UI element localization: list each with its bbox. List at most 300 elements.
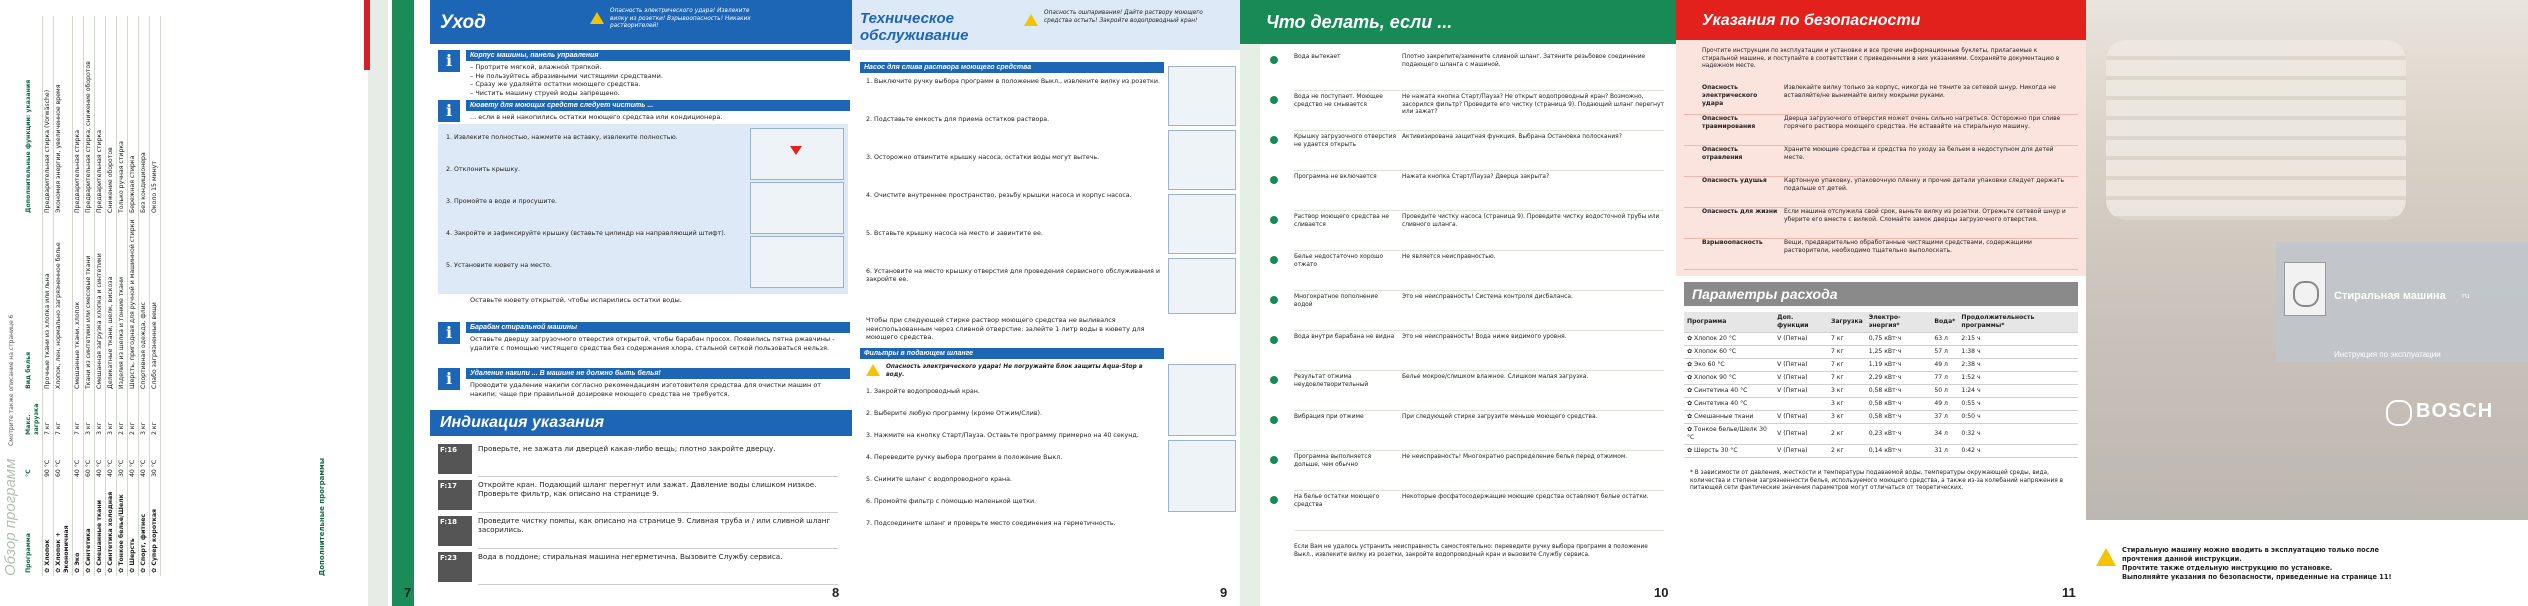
program-cell-temp: 40 °C: [128, 438, 139, 480]
problem-text: Вибрация при отжиме: [1294, 414, 1364, 420]
maintenance-panel: [852, 0, 1240, 606]
filter-step: 5. Снимите шланг с водопроводного крана.: [866, 476, 1012, 483]
problem-text: Программа не включается: [1294, 174, 1377, 180]
problem-text: Вода не поступает. Моющее средство не смывается: [1294, 94, 1383, 108]
consumption-cell: ✿ Смешанные ткани: [1684, 411, 1774, 424]
consumption-cell: 1:38 ч: [1958, 346, 2078, 359]
consumption-col: Программа: [1684, 312, 1774, 333]
solution-text: Это не неисправность! Система контроля дисбаланса.: [1402, 294, 1573, 300]
program-row: [128, 16, 139, 576]
consumption-cell: [1774, 346, 1828, 359]
page-number-11: 11: [2062, 585, 2076, 600]
consumption-cell: 2 кг: [1828, 445, 1866, 458]
problem-text: Программа выполняется дольше, чем обычно: [1294, 454, 1372, 468]
consumption-cell: 63 л: [1931, 333, 1958, 346]
solution-text: Не неисправность! Многократно распределение белья перед отжимом.: [1402, 454, 1628, 460]
cover-warning-line: Стиральную машину можно вводить в эксплуатацию только после прочтения данной инструкции.: [2122, 546, 2379, 563]
program-row: [95, 16, 106, 576]
housing-care-line: – Протрите мягкой, влажной тряпкой.: [470, 63, 602, 71]
consumption-cell: 0:42 ч: [1958, 445, 2078, 458]
program-cell-temp: 60 °C: [84, 438, 95, 480]
error-code-label: F:23: [438, 552, 472, 582]
program-row: [43, 16, 54, 576]
program-cell-prog: ✿ Синтетика холодная: [106, 480, 117, 576]
hazard-text: Извлекайте вилку только за корпус, никогда не тяните за сетевой шнур. Никогда не вставляйте/не вынимайте вилку мокрыми руками.: [1784, 84, 2056, 99]
hazard-label: Взрывоопасность: [1702, 239, 1763, 246]
consumption-table: [1684, 312, 2078, 458]
program-cell-temp: 30 °C: [117, 438, 128, 480]
housing-care-line: – Сразу же удаляйте остатки моющего средства.: [470, 80, 641, 88]
safety-row: [1684, 146, 2078, 177]
program-cell-prog: ✿ Эко: [73, 480, 84, 576]
program-cell-load: 7 кг: [73, 392, 84, 438]
consumption-cell: V (Пятна): [1774, 411, 1828, 424]
info-icon: i: [438, 322, 460, 344]
bullet-dot: [1270, 336, 1278, 344]
care-warning: Опасность электрического удара! Извлеките вилку из розетки! Взрывоопасность! Никаких растворителей!: [610, 8, 751, 30]
program-cell-load: 3 кг: [84, 392, 95, 438]
pump-step: 2. Подставьте емкость для приема остатков раствора.: [866, 116, 1050, 123]
safety-intro: Прочтите инструкции по эксплуатации и установке и все прочие информационные буклеты, прилагаемые к стиральной машине, и поступайте в соответствии с приведенными в них указаниями. Сохраняйте документацию в надежном месте.: [1702, 48, 2060, 70]
consumption-cell: 0,58 кВт·ч: [1866, 411, 1932, 424]
program-cell-extra: Предварительная стирка (Vorwäsche): [43, 16, 54, 216]
hazard-label: Опасность отравления: [1702, 146, 1743, 161]
consumption-cell: ✿ Эко 60 °C: [1684, 359, 1774, 372]
program-cell-extra: Только ручная стирка: [117, 16, 128, 216]
consumption-cell: ✿ Хлопок 60 °C: [1684, 346, 1774, 359]
bosch-wordmark: BOSCH: [2416, 400, 2494, 422]
filter-step: 6. Промойте фильтр с помощью маленькой щетки.: [866, 498, 1037, 505]
solution-text: Нажата кнопка Старт/Пауза? Дверца закрыта?: [1402, 174, 1550, 180]
care-panel: [430, 0, 852, 606]
consumption-cell: 2,29 кВт·ч: [1866, 372, 1932, 385]
col-temp: °C: [24, 438, 43, 480]
consumption-cell: ✿ Тонкое белье/Шелк 30 °C: [1684, 424, 1774, 445]
consumption-cell: 0:32 ч: [1958, 424, 2078, 445]
consumption-cell: 2:38 ч: [1958, 359, 2078, 372]
drawer-illustration-2: [750, 182, 844, 234]
page-number-10: 10: [1654, 585, 1669, 600]
program-cell-type: Прочные ткани из хлопка или льна: [43, 216, 54, 392]
pump-illustration-3: [1168, 194, 1236, 254]
troubleshooting-row: [1294, 254, 1664, 291]
solution-text: Плотно закрепите/замените сливной шланг. Затяните резьбовое соединение подающего шланга с машиной.: [1402, 54, 1646, 68]
green-side-strip: [1240, 44, 1260, 606]
program-cell-prog: ✿ Спорт, фитнес: [139, 480, 150, 576]
indication-title: Индикация указания: [440, 414, 605, 431]
safety-row: [1684, 115, 2078, 146]
consumption-cell: V (Пятна): [1774, 333, 1828, 346]
filter-illustration-2: [1168, 440, 1236, 512]
program-cell-temp: 60 °C: [54, 438, 73, 480]
consumption-cell: [1774, 398, 1828, 411]
program-cell-temp: 40 °C: [139, 438, 150, 480]
consumption-cell: 34 л: [1931, 424, 1958, 445]
consumption-cell: 0,58 кВт·ч: [1866, 385, 1932, 398]
bullet-dot: [1270, 456, 1278, 464]
troubleshooting-row: [1294, 54, 1664, 91]
pump-illustration-4: [1168, 258, 1236, 314]
filter-step: 4. Переведите ручку выбора программ в положение Выкл.: [866, 454, 1063, 461]
program-cell-extra: Бережная стирка: [128, 16, 139, 216]
program-row: [139, 16, 150, 576]
program-cell-load: 2 кг: [150, 392, 161, 438]
info-icon: i: [438, 50, 460, 72]
section-descale-heading: Удаление накипи ... В машине не должно быть белья!: [466, 368, 850, 379]
program-cell-extra: Экономия энергии, увеличенное время: [54, 16, 73, 216]
care-title: Уход: [440, 12, 486, 33]
hazard-label: Опасность травмирования: [1702, 115, 1756, 130]
program-cell-temp: 40 °C: [73, 438, 84, 480]
troubleshooting-row: [1294, 174, 1664, 211]
troubleshooting-panel: [1240, 0, 1676, 606]
filter-warning: Опасность электрического удара! Не погружайте блок защиты Aqua-Stop в воду.: [886, 364, 1143, 378]
program-row: [73, 16, 84, 576]
cover-title: Стиральная машина: [2334, 290, 2446, 302]
solution-text: Активизирована защитная функция. Выбрана Остановка полоскания?: [1402, 134, 1622, 140]
info-icon: i: [438, 368, 460, 390]
program-overview-panel: [0, 0, 430, 606]
hazard-label: Опасность для жизни: [1702, 208, 1778, 215]
pump-step: 4. Очистите внутреннее пространство, резьбу крышки насоса и корпус насоса.: [866, 192, 1132, 199]
problem-text: Вода вытекает: [1294, 54, 1341, 60]
program-cell-extra: Снижение оборотов: [106, 16, 117, 216]
consumption-cell: 7 кг: [1828, 346, 1866, 359]
consumption-row: [1684, 333, 2078, 346]
program-cell-type: Изделия из шелка и тонкие ткани: [117, 216, 128, 392]
consumption-col: Электро-энергия*: [1866, 312, 1932, 333]
consumption-cell: ✿ Хлопок 20 °C: [1684, 333, 1774, 346]
error-code-text: Проверьте, не зажата ли дверцей какая-либо вещь; плотно закройте дверцу.: [478, 444, 838, 477]
error-code-label: F:17: [438, 480, 472, 510]
troubleshooting-row: [1294, 334, 1664, 371]
hazard-label: Опасность удушья: [1702, 177, 1767, 184]
machine-door-icon: [2293, 281, 2319, 307]
program-cell-load: 2 кг: [117, 392, 128, 438]
error-code-text: Проведите чистку помпы, как описано на странице 9. Сливная труба и / или сливной шланг засорились.: [478, 516, 838, 549]
page-number-9: 9: [1220, 585, 1228, 600]
consumption-row: [1684, 359, 2078, 372]
bullet-dot: [1270, 296, 1278, 304]
pump-illustration-1: [1168, 66, 1236, 126]
cover-warning-text: [2122, 546, 2412, 582]
program-cell-extra: Около 15 минут: [150, 16, 161, 216]
warning-icon: [590, 12, 604, 24]
bullet-dot: [1270, 496, 1278, 504]
error-code-label: F:18: [438, 516, 472, 546]
drawer-illustration-3: [750, 236, 844, 288]
warning-icon: [2096, 548, 2116, 566]
solution-text: Проведите чистку насоса (страница 9). Проведите чистку водосточной трубы или сливного шланга.: [1402, 214, 1660, 228]
safety-panel: [1676, 0, 2086, 606]
consumption-cell: V (Пятна): [1774, 359, 1828, 372]
col-type: Вид белья: [24, 216, 43, 392]
consumption-cell: 49 л: [1931, 359, 1958, 372]
consumption-cell: 1:24 ч: [1958, 385, 2078, 398]
pump-step: 3. Осторожно отвинтите крышку насоса, остатки воды могут вытечь.: [866, 154, 1100, 161]
consumption-cell: 0,75 кВт·ч: [1866, 333, 1932, 346]
error-code-label: F:16: [438, 444, 472, 474]
warning-icon: [1024, 14, 1038, 26]
consumption-cell: 57 л: [1931, 346, 1958, 359]
program-cell-type: Спортивная одежда, флис: [139, 216, 150, 392]
cover-lang: ru: [2462, 292, 2470, 300]
consumption-cell: 77 л: [1931, 372, 1958, 385]
program-overview-title: Обзор программ: [2, 458, 19, 576]
solution-text: Не нажата кнопка Старт/Пауза? Не открыт водопроводный кран? Возможно, засорился фильтр? Проведите его чистку (страница 9). Подающий шланг перегнут или зажат?: [1402, 94, 1664, 116]
troubleshooting-row: [1294, 414, 1664, 451]
drawer-note: Оставьте кювету открытой, чтобы испарились остатки воды.: [470, 296, 682, 304]
section-detergent-drawer-heading: Кювету для моющих средств следует чистить ...: [466, 100, 850, 111]
program-cell-prog: ✿ Смешанные ткани: [95, 480, 106, 576]
consumption-row: [1684, 398, 2078, 411]
program-cell-prog: ✿ Супер короткая: [150, 480, 161, 576]
consumption-cell: 2:15 ч: [1958, 333, 2078, 346]
problem-text: Результат отжима неудовлетворительный: [1294, 374, 1369, 388]
side-red-tab: [364, 0, 370, 70]
housing-care-line: – Не пользуйтесь абразивными чистящими средствами.: [470, 71, 663, 80]
consumption-row: [1684, 411, 2078, 424]
consumption-col: Доп. функции: [1774, 312, 1828, 333]
program-cell-load: 2 кг: [128, 392, 139, 438]
program-cell-extra: Предварительная стирка: [95, 16, 106, 216]
program-cell-type: Смешанные ткани, хлопок: [73, 216, 84, 392]
page-number-7: 7: [404, 585, 412, 600]
troubleshooting-footer: Если Вам не удалось устранить неисправность самостоятельно: переведите ручку выбора программ в положение Выкл., извлеките вилку из розетки, закройте водопроводный кран и вызовите Службу сервиса.: [1294, 544, 1648, 558]
program-row: [84, 16, 95, 576]
cover-panel: [2086, 0, 2528, 606]
troubleshooting-row: [1294, 294, 1664, 331]
problem-text: Белье недостаточно хорошо отжато: [1294, 254, 1384, 268]
consumption-col: Загрузка: [1828, 312, 1866, 333]
problem-text: Крышку загрузочного отверстия не удается открыть: [1294, 134, 1397, 148]
consumption-cell: ✿ Синтетика 40 °C: [1684, 385, 1774, 398]
bosch-logo: [2386, 398, 2516, 428]
gray-strip: [368, 0, 388, 606]
problem-text: Вода внутри барабана не видна: [1294, 334, 1395, 340]
program-cell-type: Слабо загрязненные вещи: [150, 216, 161, 392]
towel-stack: [2106, 40, 2406, 220]
program-overview-subtitle: Смотрите также описание на странице 6: [8, 314, 15, 446]
consumption-row: [1684, 445, 2078, 458]
section-drum-text: Оставьте дверцу загрузочного отверстия открытой, чтобы барабан просох. Появились пятна ржавчины - удалите с помощью чистящего средства без содержания хлора, стальной сеткой пользоваться нельзя.: [470, 335, 835, 352]
pump-step: 5. Вставьте крышку насоса на место и завинтите ее.: [866, 230, 1043, 237]
consumption-col: Продолжительность программы*: [1958, 312, 2078, 333]
program-cell-load: 3 кг: [95, 392, 106, 438]
problem-text: На белье остатки моющего средства: [1294, 494, 1380, 508]
program-row: [54, 16, 73, 576]
drawer-step: 4. Закройте и зафиксируйте крышку (вставьте цилиндр на направляющий штифт).: [446, 230, 726, 237]
consumption-cell: V (Пятна): [1774, 385, 1828, 398]
warning-icon: [866, 364, 880, 376]
consumption-cell: 3 кг: [1828, 411, 1866, 424]
section-housing-list: [470, 63, 840, 97]
program-cell-type: Хлопок, лен, нормально загрязненное белье: [54, 216, 73, 392]
cover-warning-line: Выполняйте указания по безопасности, приведенные на странице 11!: [2122, 573, 2392, 581]
program-row: [150, 16, 161, 576]
problem-text: Многократное пополнение водой: [1294, 294, 1378, 308]
program-cell-load: 7 кг: [43, 392, 54, 438]
program-cell-extra: Предварительная стирка: [73, 16, 84, 216]
program-cell-prog: ✿ Хлопок: [43, 480, 54, 576]
error-code-text: Вода в поддоне; стиральная машина негерметична. Вызовите Службу сервиса.: [478, 552, 838, 585]
consumption-cell: 37 л: [1931, 411, 1958, 424]
drawer-step: 1. Извлеките полностью, нажмите на вставку, извлеките полностью.: [446, 134, 678, 141]
maintenance-title: Техническое обслуживание: [860, 10, 969, 44]
consumption-cell: 1,19 кВт·ч: [1866, 359, 1932, 372]
consumption-col: Вода*: [1931, 312, 1958, 333]
arrow-icon: [790, 146, 802, 155]
program-cell-prog: ✿ Шерсть: [128, 480, 139, 576]
consumption-cell: 0,14 кВт·ч: [1866, 445, 1932, 458]
hazard-text: Храните моющие средства и средства по уходу за бельем в недоступном для детей месте.: [1784, 146, 2054, 161]
troubleshooting-row: [1294, 454, 1664, 491]
consumption-cell: 49 л: [1931, 398, 1958, 411]
consumption-row: [1684, 424, 2078, 445]
troubleshooting-title: Что делать, если ...: [1266, 12, 1453, 32]
pump-tip: Чтобы при следующей стирке раствор моющего средства не выливался неиспользованным через сливной отверстие: залейте 1 литр воды в кювету для моющего средства.: [866, 316, 1145, 341]
program-cell-type: Смешанная загрузка хлопка и синтетики: [95, 216, 106, 392]
safety-row: [1684, 84, 2078, 115]
filter-step: 3. Нажмите на кнопку Старт/Пауза. Оставьте программу примерно на 40 секунд.: [866, 432, 1139, 439]
col-load: Макс. загрузка: [24, 392, 43, 438]
program-cell-extra: Без кондиционера: [139, 16, 150, 216]
hazard-text: Вещи, предварительно обработанные чистящими средствами, содержащими растворители, необходимо тщательно выполоскать.: [1784, 239, 2032, 254]
pump-step: 1. Выключите ручку выбора программ в положение Выкл., извлеките вилку из розетки.: [866, 78, 1160, 85]
filter-step: 1. Закройте водопроводный кран.: [866, 388, 980, 395]
hazard-text: Если машина отслужила свой срок, выньте вилку из розетки. Отрежьте сетевой шнур и уберите его вместе с вилкой. Сломайте замок дверцы загрузочного отверстия.: [1784, 208, 2066, 223]
filter-step: 7. Подсоедините шланг и проверьте место соединения на герметичность.: [866, 520, 1116, 527]
program-cell-prog: ✿ Тонкое белье/Шелк: [117, 480, 128, 576]
consumption-cell: V (Пятна): [1774, 372, 1828, 385]
solution-text: Белье мокрое/слишком влажное. Слишком малая загрузка.: [1402, 374, 1589, 380]
bullet-dot: [1270, 56, 1278, 64]
drawer-step: 5. Установите кювету на место.: [446, 262, 552, 269]
col-program: Программа: [24, 480, 43, 576]
cover-subtitle: Инструкция по эксплуатации: [2334, 350, 2441, 359]
safety-row: [1684, 239, 2078, 270]
additional-programs-heading: Дополнительные программы: [318, 457, 326, 576]
consumption-cell: 50 л: [1931, 385, 1958, 398]
program-cell-load: 3 кг: [139, 392, 150, 438]
page-number-8: 8: [832, 585, 840, 600]
consumption-row: [1684, 372, 2078, 385]
housing-care-line: – Чистить машину струей воды запрещено.: [470, 88, 620, 97]
consumption-cell: 7 кг: [1828, 372, 1866, 385]
bullet-dot: [1270, 216, 1278, 224]
solution-text: Некоторые фосфатосодержащие моющие средства оставляют белые остатки.: [1402, 494, 1649, 500]
hazard-text: Картонную упаковку, упаковочную пленку и прочие детали упаковки следует держать подальше от детей.: [1784, 177, 2065, 192]
bullet-dot: [1270, 256, 1278, 264]
bullet-dot: [1270, 176, 1278, 184]
consumption-cell: 3 кг: [1828, 398, 1866, 411]
consumption-row: [1684, 385, 2078, 398]
program-cell-type: Шерсть, пригодная для ручной и машинной стирки: [128, 216, 139, 392]
section-drum-heading: Барабан стиральной машины: [466, 322, 850, 333]
section-detergent-drawer-sub: ... если в ней накопились остатки моющего средства или кондиционера.: [470, 113, 723, 121]
cover-warning-line: Прочтите также отдельную инструкцию по установке.: [2122, 564, 2333, 572]
program-cell-temp: 90 °C: [43, 438, 54, 480]
consumption-cell: 2 кг: [1828, 424, 1866, 445]
consumption-note: * В зависимости от давления, жесткости и температуры подаваемой воды, температуры окружающей среды, вида, количества и степени загрязненности белья, используемого моющего средства, а также из-за колебаний напряжения в питающей сети фактические значения параметров могут отличаться от теоретических.: [1690, 470, 2064, 492]
consumption-cell: 31 л: [1931, 445, 1958, 458]
consumption-cell: V (Пятна): [1774, 445, 1828, 458]
safety-row: [1684, 177, 2078, 208]
filter-illustration-1: [1168, 364, 1236, 436]
consumption-cell: V (Пятна): [1774, 424, 1828, 445]
info-icon: i: [438, 100, 460, 122]
consumption-cell: 1:52 ч: [1958, 372, 2078, 385]
program-cell-extra: Предварительная стирка, снижение оборотов: [84, 16, 95, 216]
section-descale-text: Проводите удаление накипи согласно рекомендациям изготовителя средства для очистки машин от накипи; чаще при правильной дозировке моющего средства не требуется.: [470, 381, 822, 398]
troubleshooting-row: [1294, 134, 1664, 171]
consumption-cell: 3 кг: [1828, 385, 1866, 398]
pump-illustration-2: [1168, 130, 1236, 190]
bullet-dot: [1270, 416, 1278, 424]
consumption-title: Параметры расхода: [1692, 286, 1838, 302]
program-row: [117, 16, 128, 576]
consumption-cell: ✿ Шерсть 30 °C: [1684, 445, 1774, 458]
safety-title: Указания по безопасности: [1702, 12, 1921, 29]
error-code-text: Откройте кран. Подающий шланг перегнут или зажат. Давление воды слишком низкое. Проверьте фильтр, как описано на странице 9.: [478, 480, 838, 513]
troubleshooting-row: [1294, 494, 1664, 531]
program-cell-load: 3 кг: [106, 392, 117, 438]
pump-step: 6. Установите на место крышку отверстия для проведения сервисного обслуживания и закройте ее.: [866, 268, 1160, 284]
program-cell-load: 7 кг: [54, 392, 73, 438]
program-table: [24, 16, 161, 576]
program-cell-prog: ✿ Синтетика: [84, 480, 95, 576]
bullet-dot: [1270, 376, 1278, 384]
consumption-cell: 7 кг: [1828, 333, 1866, 346]
bosch-logo-icon: [2386, 400, 2412, 426]
consumption-cell: ✿ Хлопок 90 °C: [1684, 372, 1774, 385]
safety-row: [1684, 208, 2078, 239]
filter-step: 2. Выберите любую программу (кроме Отжим/Слив).: [866, 410, 1042, 417]
consumption-cell: 0,58 кВт·ч: [1866, 398, 1932, 411]
solution-text: При следующей стирке загрузите меньше моющего средства.: [1402, 414, 1598, 420]
problem-text: Раствор моющего средства не сливается: [1294, 214, 1390, 228]
drawer-step: 2. Отклонить крышку.: [446, 166, 520, 173]
hazard-label: Опасность электрического удара: [1702, 84, 1758, 107]
consumption-cell: 0:55 ч: [1958, 398, 2078, 411]
section-pump-heading: Насос для слива раствора моющего средства: [860, 62, 1164, 73]
consumption-row: [1684, 346, 2078, 359]
consumption-cell: ✿ Синтетика 40 °C: [1684, 398, 1774, 411]
program-cell-type: Деликатные ткани, шелк, вискоза: [106, 216, 117, 392]
consumption-cell: 7 кг: [1828, 359, 1866, 372]
solution-text: Не является неисправностью.: [1402, 254, 1496, 260]
program-cell-temp: 40 °C: [95, 438, 106, 480]
section-housing-heading: Корпус машины, панель управления: [466, 50, 850, 61]
section-filter-heading: Фильтры в подающем шланге: [860, 348, 1164, 359]
drawer-step: 3. Промойте в воде и просушите.: [446, 198, 557, 205]
washing-machine-illustration: [2284, 262, 2326, 316]
program-cell-temp: 30 °C: [150, 438, 161, 480]
program-row: [106, 16, 117, 576]
program-cell-temp: 40 °C: [106, 438, 117, 480]
green-strip: [392, 0, 414, 606]
solution-text: Это не неисправность! Вода ниже видимого уровня.: [1402, 334, 1567, 340]
bullet-dot: [1270, 136, 1278, 144]
hazard-text: Дверца загрузочного отверстия может очень сильно нагреться. Осторожно при сливе горячего раствора моющего средства. Не вставайте на стиральную машину.: [1784, 115, 2061, 130]
consumption-cell: 0,23 кВт·ч: [1866, 424, 1932, 445]
troubleshooting-row: [1294, 214, 1664, 251]
consumption-cell: 0:50 ч: [1958, 411, 2078, 424]
troubleshooting-row: [1294, 374, 1664, 411]
program-cell-prog: ✿ Хлопок + Экономичная: [54, 480, 73, 576]
bullet-dot: [1270, 96, 1278, 104]
maintenance-warning: Опасность ошпаривания! Дайте раствору моющего средства остыть! Закройте водопроводный кран!: [1044, 10, 1203, 24]
